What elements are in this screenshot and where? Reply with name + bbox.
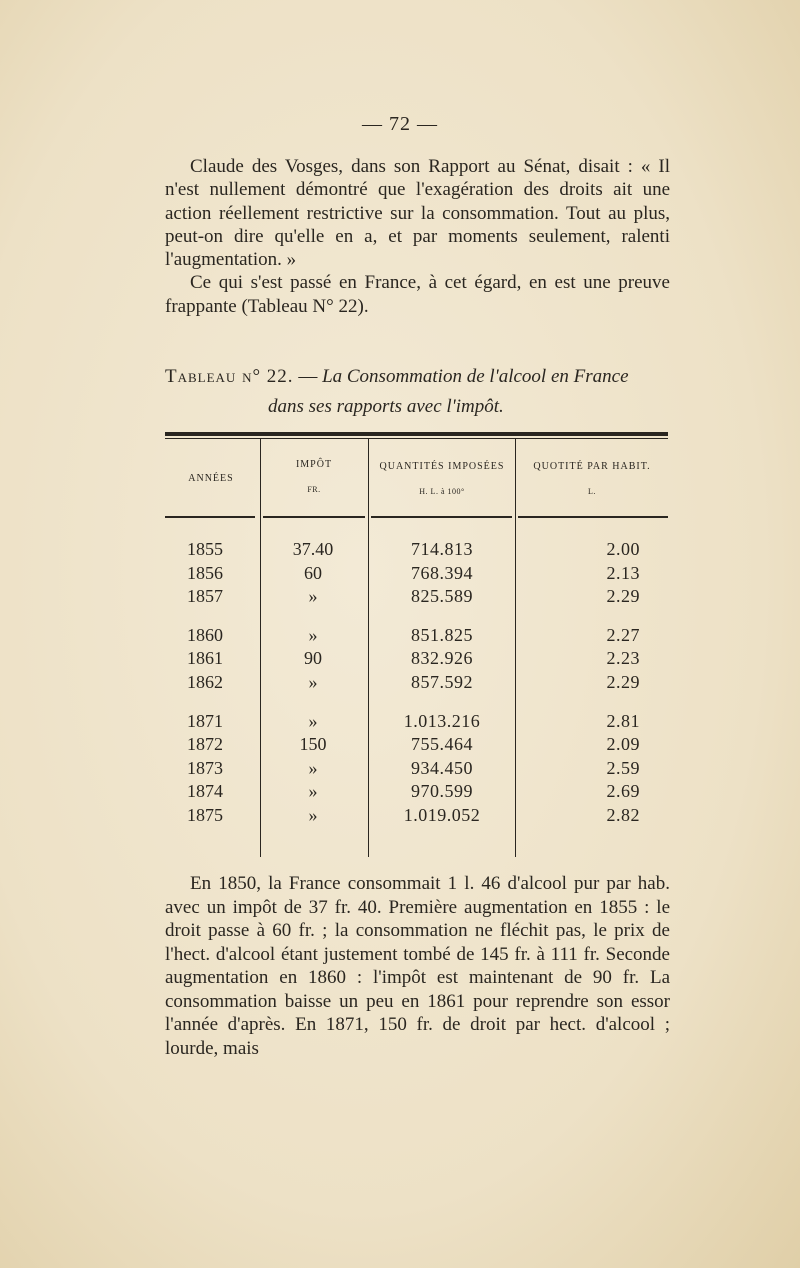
quota-cell: 2.29: [606, 672, 640, 692]
quota-cell: 2.27: [606, 624, 640, 645]
tax-cell: »: [308, 781, 318, 802]
table-title-line2: dans ses rapports avec l'impôt.: [268, 396, 504, 417]
quota-cell: 2.00: [606, 539, 640, 559]
quantity-cell: 934.450: [411, 757, 473, 778]
quota-cell: 2.23: [606, 648, 640, 669]
header-quantities: [368, 460, 516, 499]
tax-cell: »: [308, 757, 318, 778]
table-title-line1: La Consommation de l'alcool en France: [322, 366, 629, 387]
tax-cell: »: [308, 710, 318, 731]
page-number: — 72 —: [362, 113, 438, 135]
header-quantities-label: QUANTITÉS IMPOSÉES: [379, 461, 505, 472]
year-cell: 1871: [187, 710, 223, 731]
year-cell: 1873: [187, 757, 223, 778]
year-cell: 1862: [187, 672, 223, 692]
table-top-rule: [165, 432, 668, 436]
header-quantities-unit: H. L. à 100°: [419, 487, 465, 496]
quota-cell: 2.09: [606, 734, 640, 755]
quantity-cell: 970.599: [411, 781, 473, 802]
tax-cell: »: [308, 586, 318, 607]
intro-paragraph: [165, 155, 670, 318]
quantity-cell: 1.019.052: [403, 805, 481, 825]
quantity-cell: 857.592: [411, 672, 473, 692]
header-quota-unit: L.: [588, 487, 596, 496]
tax-cell: »: [308, 672, 318, 692]
header-years: ANNÉES: [188, 473, 234, 484]
header-tax: [261, 458, 367, 497]
year-cell: 1856: [187, 562, 223, 583]
quantity-cell: 1.013.216: [403, 710, 481, 731]
year-cell: 1872: [187, 734, 223, 755]
tax-cell: 150: [299, 734, 327, 755]
quantity-cell: 851.825: [411, 624, 473, 645]
year-cell: 1861: [187, 648, 223, 669]
tax-cell: »: [308, 624, 318, 645]
quote-paragraph: Claude des Vosges, dans son Rapport au Sénat, disait : « Il n'est nullement démontré que l'exagération des droits ait une action réellement restrictive sur la consommation. Tout au plus, peut-on dire qu'elle en a, et par moments seulement, ralenti l'augmentation. »: [165, 156, 670, 271]
quota-cell: 2.59: [606, 757, 640, 778]
header-rule: [263, 516, 365, 518]
table-caption: [165, 362, 670, 422]
year-cell: 1875: [187, 805, 223, 825]
header-quota: [516, 460, 668, 499]
year-cell: 1860: [187, 624, 223, 645]
quantity-cell: 755.464: [411, 734, 473, 755]
quota-cell: 2.82: [606, 805, 640, 825]
header-rule: [518, 516, 668, 518]
quota-cell: 2.13: [606, 562, 640, 583]
caption-dash: —: [298, 366, 318, 387]
tax-cell: 90: [304, 648, 322, 669]
tax-cell: 60: [304, 562, 322, 583]
header-quota-label: QUOTITÉ PAR HABIT.: [533, 461, 651, 472]
year-cell: 1855: [187, 539, 223, 559]
quota-cell: 2.29: [606, 586, 640, 607]
header-tax-label: IMPÔT: [295, 459, 333, 470]
quota-cell: 2.69: [606, 781, 640, 802]
column-divider: [368, 439, 369, 857]
quantity-cell: 714.813: [411, 539, 473, 559]
analysis-text: En 1850, la France consommait 1 l. 46 d'alcool pur par hab. avec un impôt de 37 fr. 40. Première augmentation en 1855 : le droit passe à 60 fr. ; la consommation ne fléchit pas, le prix de l'hect. d'alcool étant justement tombé de 145 fr. à 111 fr. Seconde augmentation en 1860 : l'impôt est maintenant de 90 fr. La consommation baisse un peu en 1861 pour reprendre son essor l'année d'après. En 1871, 150 fr. de droit par hect. d'alcool ; lourde, mais: [165, 873, 670, 1059]
quantity-cell: 825.589: [411, 586, 473, 607]
header-rule: [165, 516, 255, 518]
analysis-paragraph: [165, 872, 670, 1060]
year-cell: 1857: [187, 586, 223, 607]
reference-paragraph: Ce qui s'est passé en France, à cet égard, en est une preuve frappante (Tableau N° 22).: [165, 272, 670, 317]
quantity-cell: 832.926: [411, 648, 473, 669]
table-top-rule-thin: [165, 438, 668, 439]
quota-cell: 2.81: [606, 710, 640, 731]
year-cell: 1874: [187, 781, 223, 802]
table-label: Tableau n° 22.: [165, 366, 294, 387]
header-tax-unit: FR.: [307, 485, 321, 494]
quantity-cell: 768.394: [411, 562, 473, 583]
tax-cell: »: [308, 805, 318, 825]
tax-cell: 37.40: [292, 539, 334, 559]
header-rule: [371, 516, 512, 518]
